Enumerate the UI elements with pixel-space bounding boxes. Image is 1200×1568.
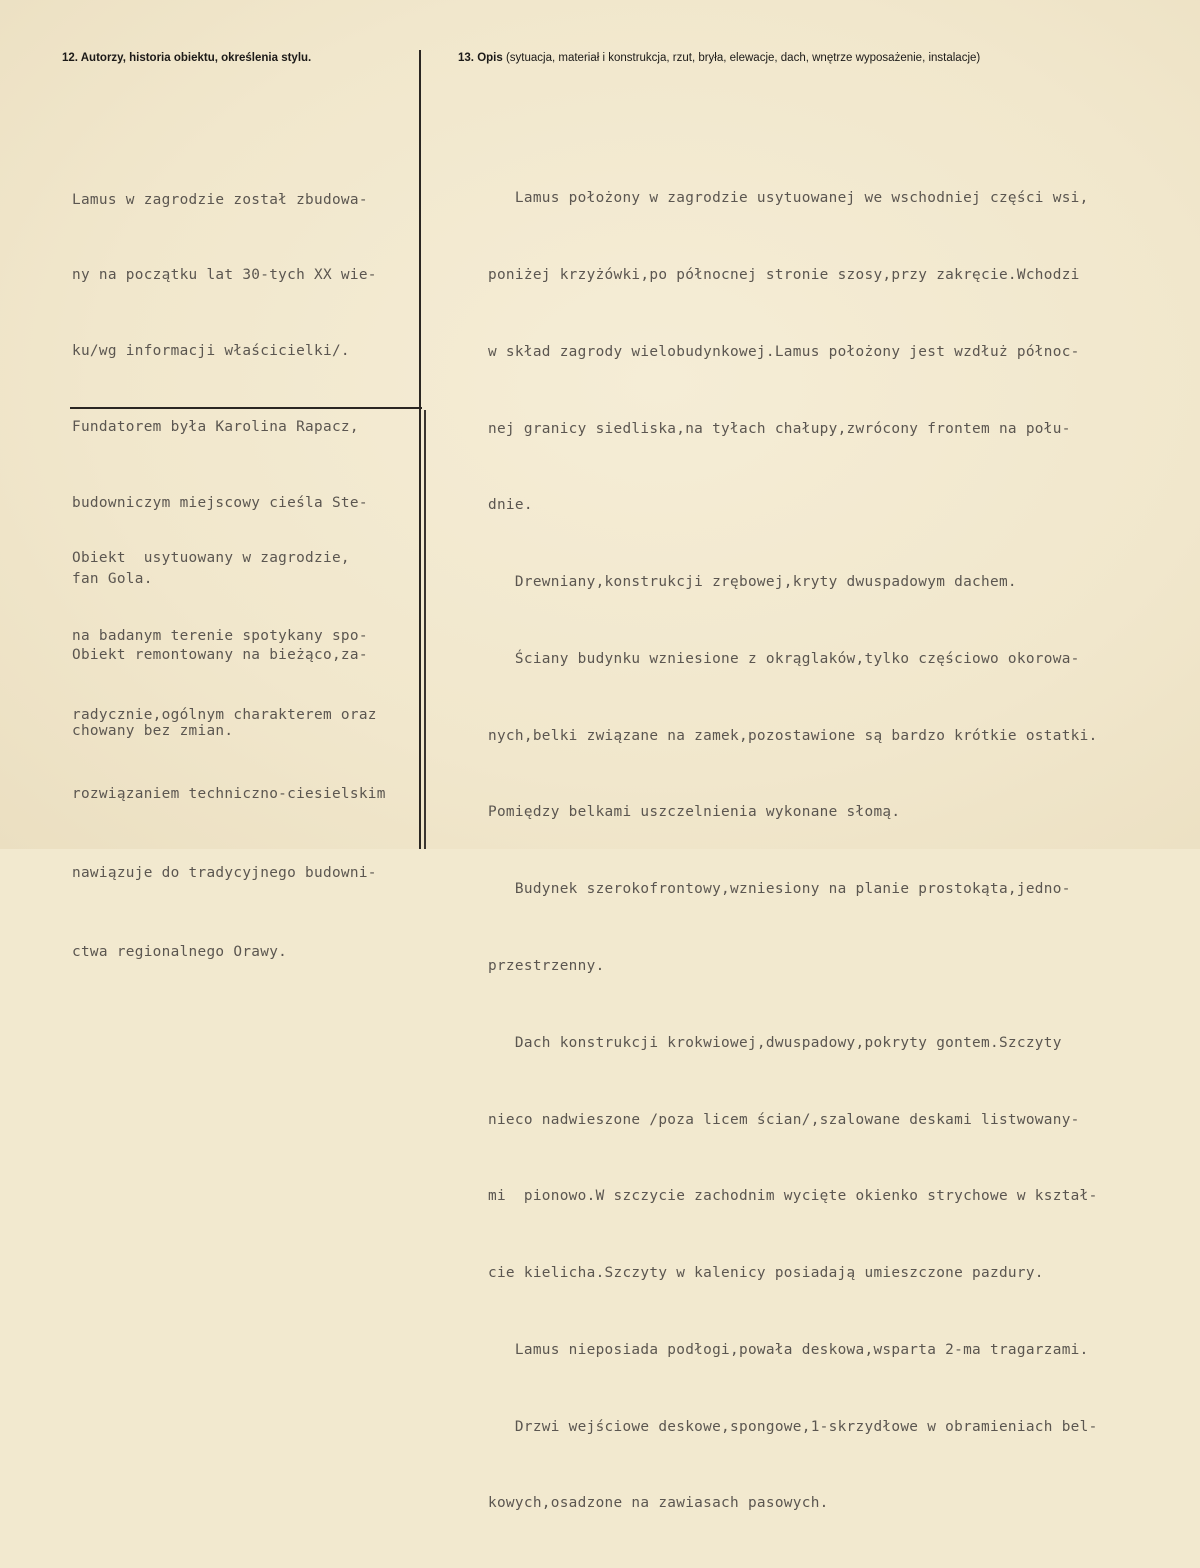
section-13-text [488, 135, 1098, 1568]
style-section-text [72, 492, 386, 1018]
text-line: ny na początku lat 30-tych XX wie- [72, 267, 377, 284]
text-line: Lamus nieposiada podłogi,powała deskowa,wsparta 2-ma tragarzami. [488, 1341, 1089, 1358]
section-13-number: 13. [458, 52, 474, 64]
text-line: nych,belki związane na zamek,pozostawione są bardzo krótkie ostatki. [488, 727, 1098, 744]
section-12-heading-text: 12. Autorzy, historia obiektu, określenia stylu. [62, 52, 312, 64]
column-divider [419, 50, 421, 849]
text-line: Ściany budynku wzniesione z okrąglaków,tylko częściowo okorowa- [488, 650, 1080, 667]
text-line: cie kielicha.Szczyty w kalenicy posiadają umieszczone pazdury. [488, 1265, 1044, 1282]
text-line: rozwiązaniem techniczno-ciesielskim [72, 786, 386, 803]
text-line: w skład zagrody wielobudynkowej.Lamus położony jest wzdłuż północ- [488, 343, 1080, 360]
text-line: na badanym terenie spotykany spo- [72, 628, 368, 645]
text-line: kowych,osadzone na zawiasach pasowych. [488, 1495, 829, 1512]
text-line: ctwa regionalnego Orawy. [72, 944, 288, 961]
text-line: nieco nadwieszone /poza licem ścian/,szalowane deskami listwowany- [488, 1111, 1080, 1128]
text-line: poniżej krzyżówki,po północnej stronie szosy,przy zakręcie.Wchodzi [488, 266, 1080, 283]
section-13-title: Opis [477, 52, 503, 64]
text-line: Dach konstrukcji krokwiowej,dwuspadowy,pokryty gontem.Szczyty [488, 1034, 1062, 1051]
text-line: dnie. [488, 497, 533, 514]
section-12-heading [62, 52, 311, 64]
text-line: Drewniany,konstrukcji zrębowej,kryty dwuspadowym dachem. [488, 574, 1017, 591]
text-line: Pomiędzy belkami uszczelnienia wykonane słomą. [488, 804, 901, 821]
text-line: Lamus w zagrodzie został zbudowa- [72, 191, 368, 208]
text-line: Budynek szerokofrontowy,wzniesiony na planie prostokąta,jedno- [488, 881, 1071, 898]
text-line: Drzwi wejściowe deskowe,spongowe,1-skrzydłowe w obramieniach bel- [488, 1418, 1098, 1435]
section-13-subtitle: (sytuacja, materiał i konstrukcja, rzut, bryła, elewacje, dach, wnętrze wyposażenie, instalacje) [505, 52, 981, 64]
text-line: Lamus położony w zagrodzie usytuowanej we wschodniej części wsi, [488, 190, 1089, 207]
text-line: Obiekt usytuowany w zagrodzie, [72, 549, 350, 566]
text-line: fan Gola. [72, 571, 153, 588]
text-line: nej granicy siedliska,na tyłach chałupy,zwrócony frontem na połu- [488, 420, 1071, 437]
text-line: Obiekt remontowany na bieżąco,za- [72, 646, 368, 663]
text-line: nawiązuje do tradycyjnego budowni- [72, 865, 377, 882]
text-line: przestrzenny. [488, 958, 605, 974]
text-line: Fundatorem była Karolina Rapacz, [72, 419, 359, 436]
text-line: radycznie,ogólnym charakterem oraz [72, 707, 377, 724]
text-line: ku/wg informacji właścicielki/. [72, 343, 350, 360]
text-line: chowany bez zmian. [72, 722, 234, 739]
section-13-heading [458, 52, 980, 64]
text-line: budowniczym miejscowy cieśla Ste- [72, 495, 368, 512]
column-divider-lower [424, 410, 426, 849]
text-line: mi pionowo.W szczycie zachodnim wycięte okienko strychowe w kształ- [488, 1188, 1098, 1205]
